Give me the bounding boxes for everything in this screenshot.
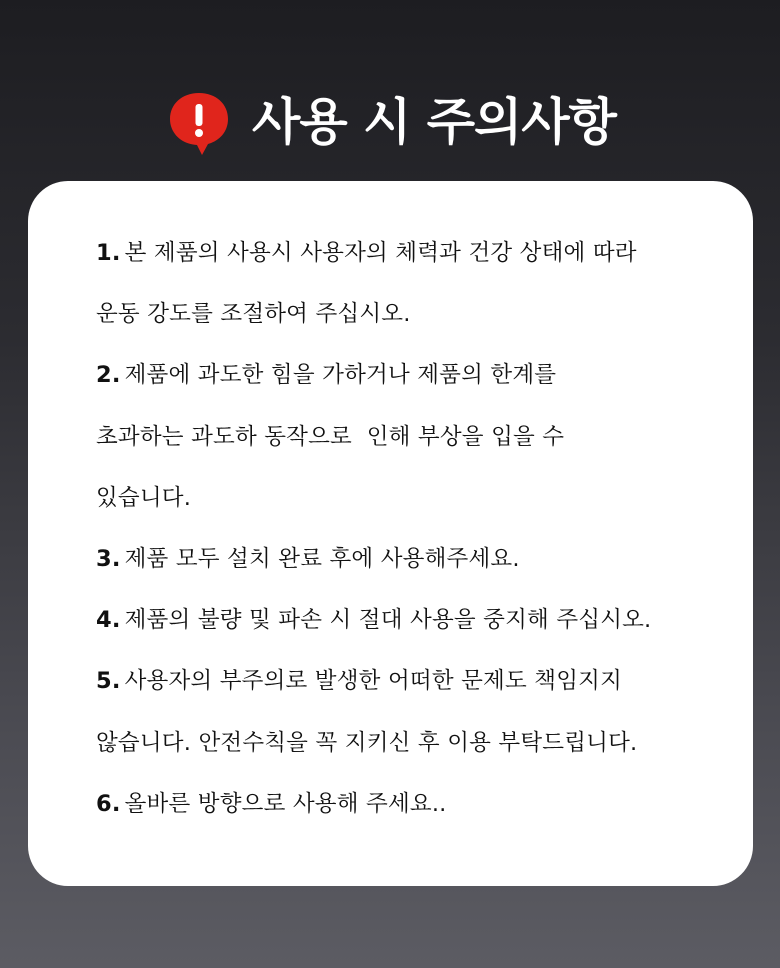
notice-text: 제품 모두 설치 완료 후에 사용해주세요.: [124, 545, 520, 572]
notice-1-line-1: [96, 223, 651, 284]
notice-5-line-2: [96, 713, 651, 774]
notice-text: 운동 강도를 조절하여 주십시오.: [96, 301, 411, 328]
notice-text: 본 제품의 사용시 사용자의 체력과 건강 상태에 따라: [124, 240, 637, 266]
page-title: 사용 시 주의사항: [252, 93, 616, 151]
notice-1-line-2: [96, 284, 651, 345]
notice-5-line-1: [96, 651, 651, 712]
notice-2-line-3: [96, 468, 651, 529]
header: [0, 86, 780, 158]
notice-number: 1.: [96, 240, 121, 266]
notice-number: 2.: [96, 362, 121, 389]
notice-text: 않습니다. 안전수칙을 꼭 지키신 후 이용 부탁드립니다.: [96, 729, 638, 756]
notice-number: 4.: [96, 607, 121, 634]
notice-2-line-2: [96, 407, 651, 468]
notice-text: 제품에 과도한 힘을 가하거나 제품의 한계를: [124, 362, 557, 389]
notice-3-line-1: [96, 529, 651, 590]
notice-text: 올바른 방향으로 사용해 주세요..: [124, 790, 447, 817]
notice-card: [28, 181, 753, 886]
notice-2-line-1: [96, 345, 651, 406]
notice-list: [96, 223, 651, 835]
notice-text: 사용자의 부주의로 발생한 어떠한 문제도 책임지지: [124, 668, 623, 695]
exclamation-speech-bubble-icon: [164, 87, 234, 157]
notice-text: 초과하는 과도하 동작으로 인해 부상을 입을 수: [96, 423, 565, 450]
notice-number: 3.: [96, 545, 121, 572]
notice-number: 6.: [96, 790, 121, 817]
notice-text: 있습니다.: [96, 484, 192, 511]
notice-6-line-1: [96, 774, 651, 835]
notice-4-line-1: [96, 590, 651, 651]
notice-text: 제품의 불량 및 파손 시 절대 사용을 중지해 주십시오.: [124, 607, 652, 634]
notice-number: 5.: [96, 668, 121, 695]
